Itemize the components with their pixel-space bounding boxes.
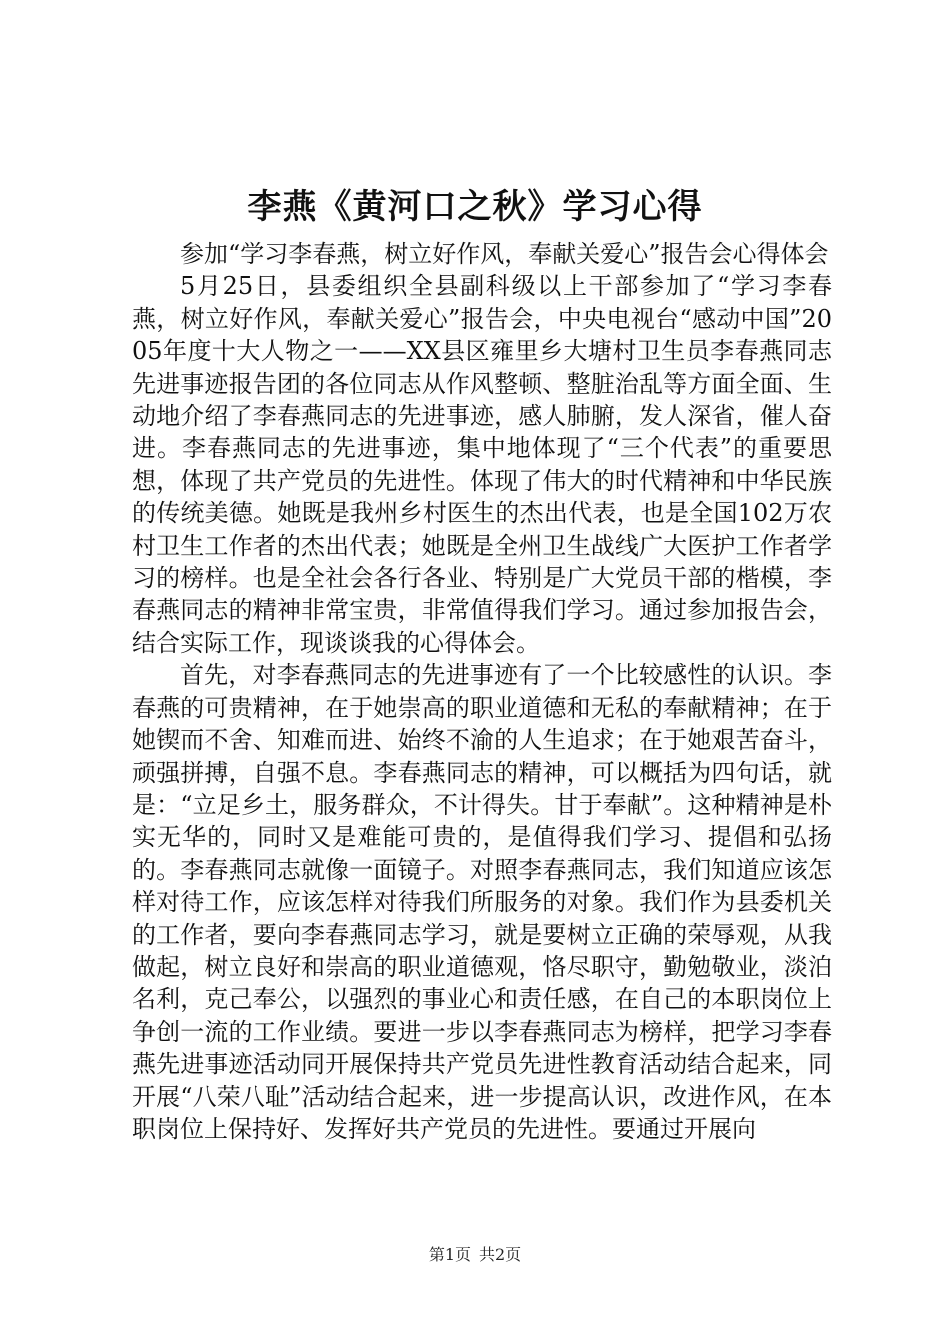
paragraph-3: 首先，对李春燕同志的先进事迹有了一个比较感性的认识。李春燕的可贵精神，在于她崇高的职业道德和无私的奉献精神；在于她锲而不舍、知难而进、始终不渝的人生追求；在于她艰苦奋斗，顽强拼搏，自强不息。李春燕同志的精神，可以概括为四句话，就是：“立足乡土，服务群众，不计得失。甘于奉献”。这种精神是朴实无华的，同时又是难能可贵的，是值得我们学习、提倡和弘扬的。李春燕同志就像一面镜子。对照李春燕同志，我们知道应该怎样对待工作，应该怎样对待我们所服务的对象。我们作为县委机关的工作者，要向李春燕同志学习，就是要树立正确的荣辱观，从我做起，树立良好和崇高的职业道德观，恪尽职守，勤勉敬业，淡泊名利，克己奉公，以强烈的事业心和责任感，在自己的本职岗位上争创一流的工作业绩。要进一步以李春燕同志为榜样，把学习李春燕先进事迹活动同开展保持共产党员先进性教育活动结合起来，同开展“八荣八耻”活动结合起来，进一步提高认识，改进作风，在本职岗位上保持好、发挥好共产党员的先进性。要通过开展向 <box>132 661 832 1143</box>
paragraph-1: 参加“学习李春燕，树立好作风，奉献关爱心”报告会心得体会 <box>180 240 829 268</box>
document-body <box>132 238 832 1145</box>
document-title: 李燕《黄河口之秋》学习心得 <box>247 187 703 227</box>
paragraph-2: 5月25日，县委组织全县副科级以上干部参加了“学习李春燕，树立好作风，奉献关爱心”报告会，中央电视台“感动中国”2005年度十大人物之一——XX县区雍里乡大塘村卫生员李春燕同志先进事迹报告团的各位同志从作风整顿、整脏治乱等方面全面、生动地介绍了李春燕同志的先进事迹，感人肺腑，发人深省，催人奋进。李春燕同志的先进事迹，集中地体现了“三个代表”的重要思想，体现了共产党员的先进性。体现了伟大的时代精神和中华民族的传统美德。她既是我州乡村医生的杰出代表，也是全国102万农村卫生工作者的杰出代表；她既是全州卫生战线广大医护工作者学习的榜样。也是全社会各行各业、特别是广大党员干部的楷模，李春燕同志的精神非常宝贵，非常值得我们学习。通过参加报告会，结合实际工作，现谈谈我的心得体会。 <box>132 272 832 657</box>
page-number-current: 第1页 <box>428 1245 471 1264</box>
page-number-total: 共2页 <box>479 1245 522 1264</box>
page-footer <box>0 1244 950 1266</box>
